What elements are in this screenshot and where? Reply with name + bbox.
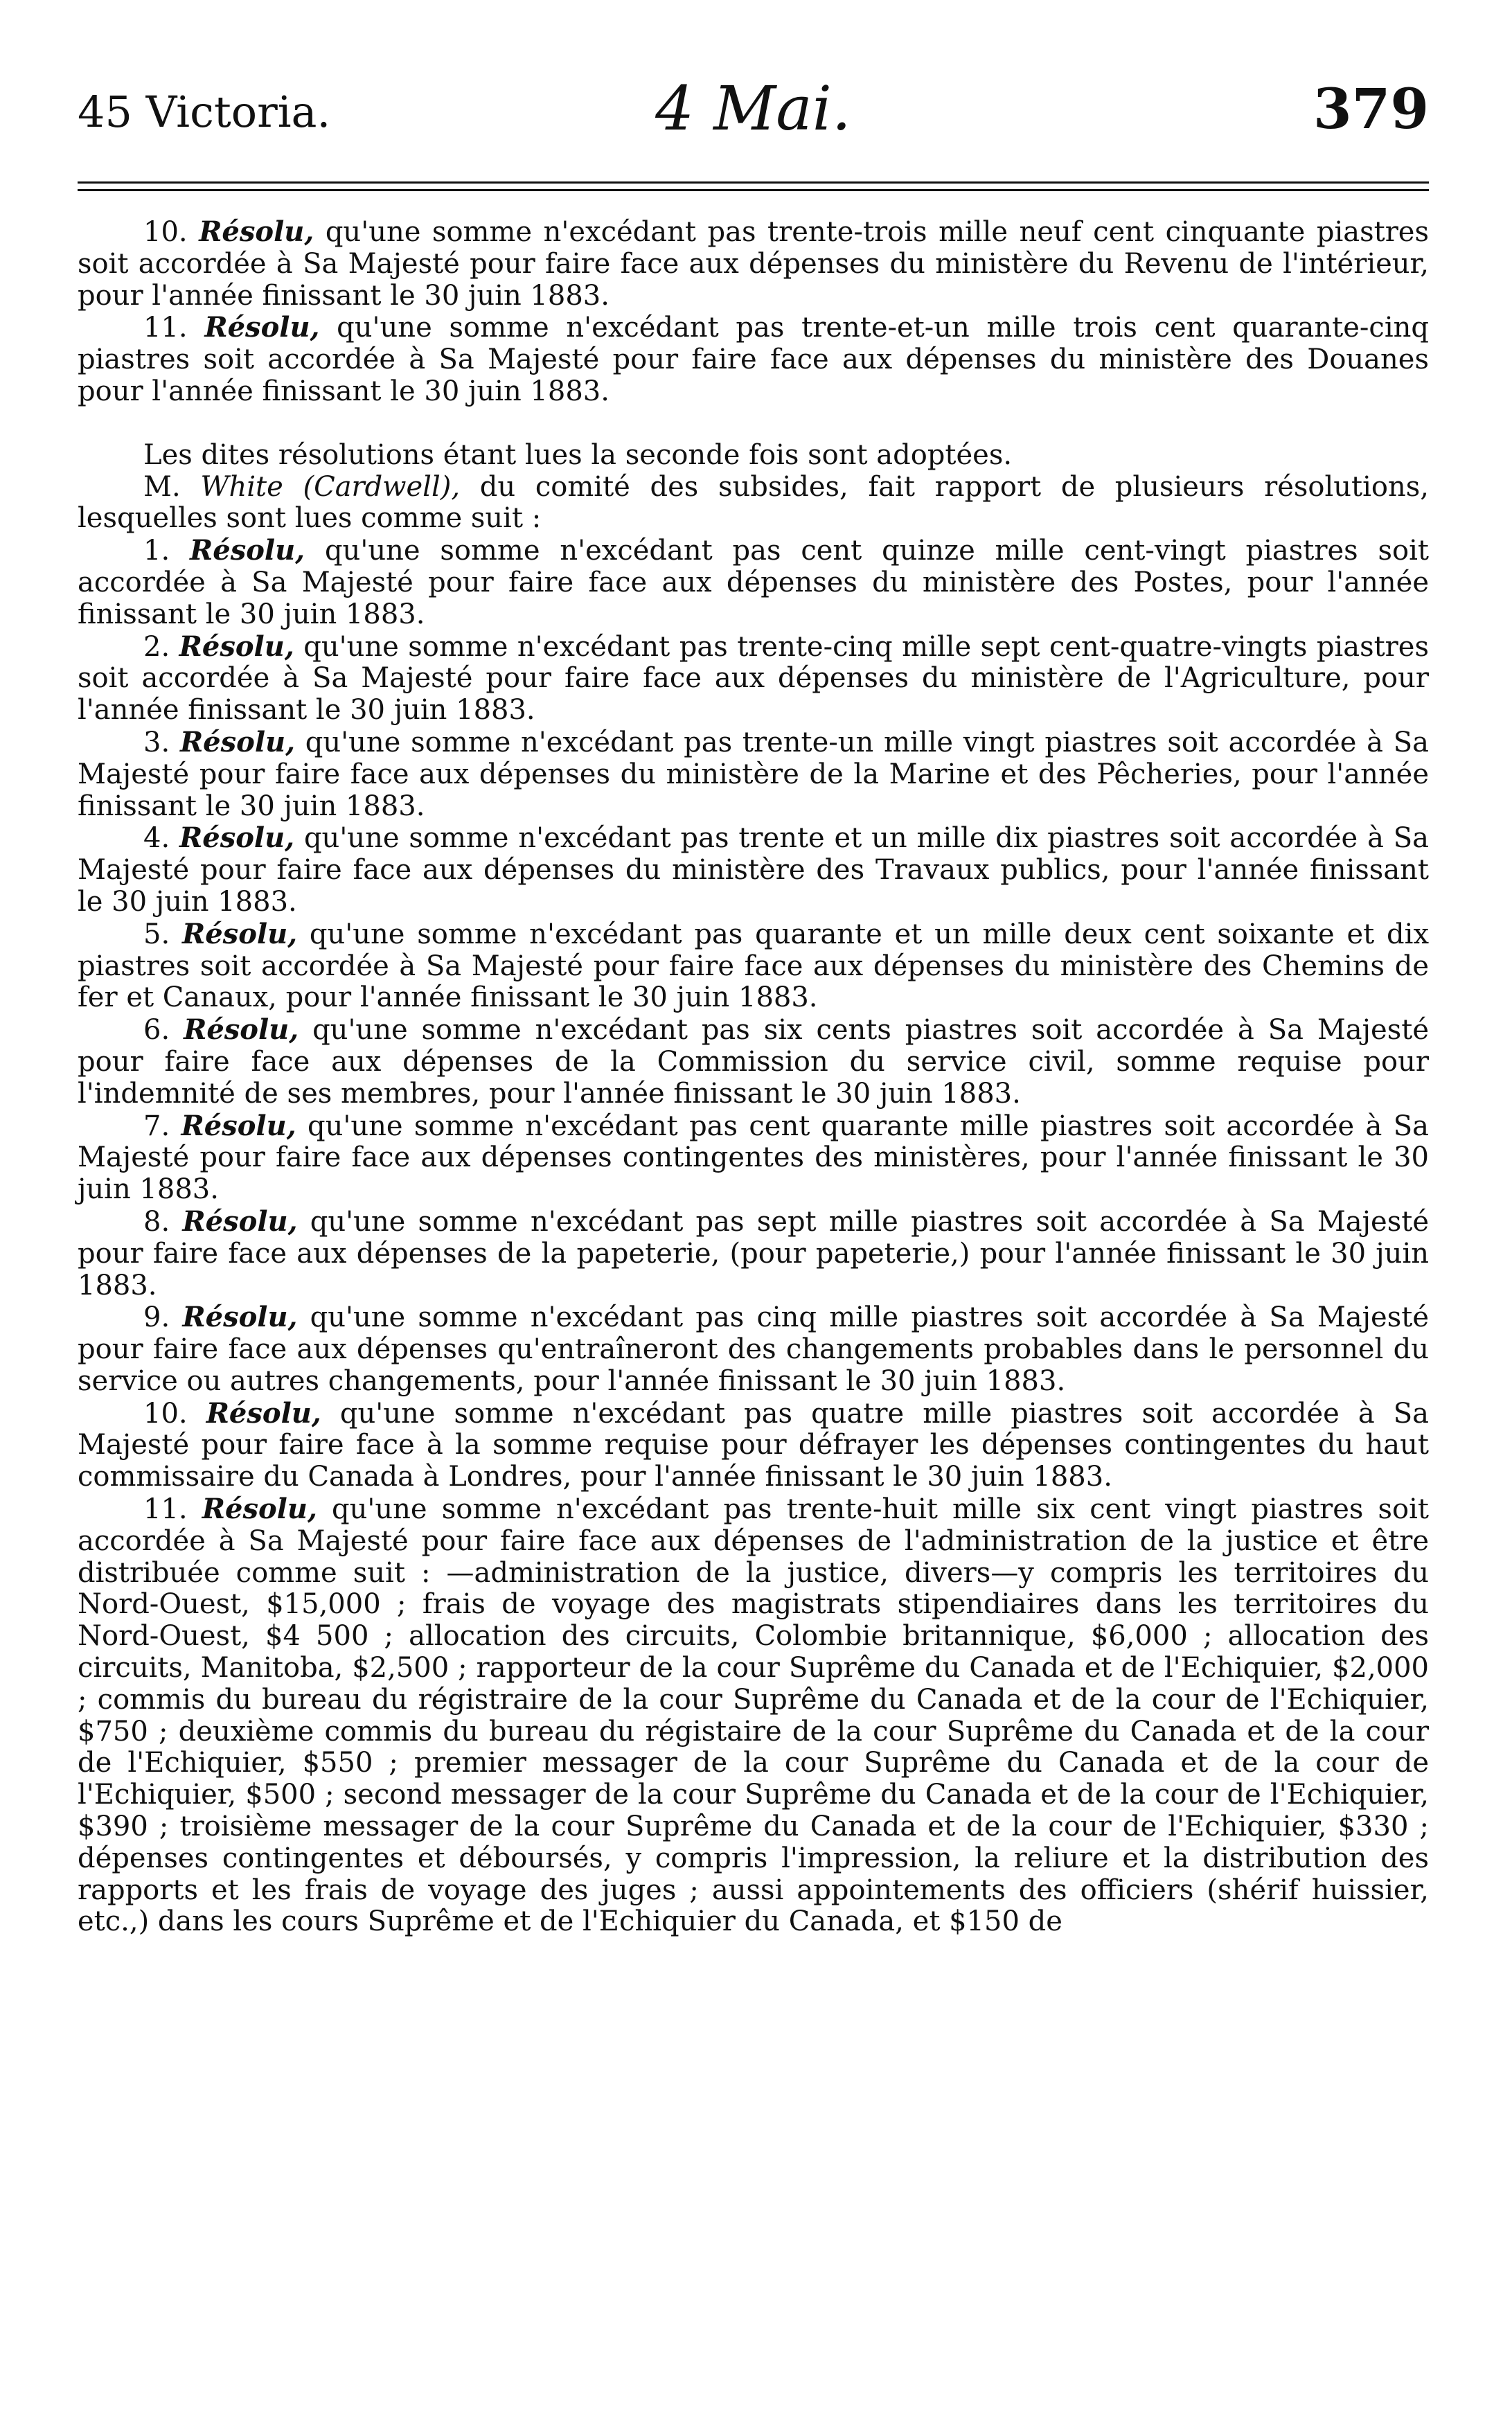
- paragraph: [78, 472, 1429, 535]
- paragraph-number: 6.: [143, 1014, 170, 1047]
- paragraph: [78, 1493, 1429, 1938]
- paragraph-number: 11.: [143, 312, 188, 344]
- resolu-word: Résolu,: [179, 725, 296, 758]
- paragraph: [78, 1398, 1429, 1493]
- paragraph: [78, 1014, 1429, 1110]
- paragraph-text: qu'une somme n'excédant pas six cents piastres soit accordée à Sa Majesté pour faire face aux dépenses de la Commission du service civil, somme requise pour l'indemnité de ses membres, pour l'année finissant le 30 juin 1883.: [78, 1014, 1430, 1110]
- resolu-word: Résolu,: [184, 1013, 299, 1047]
- paragraph-text: Les dites résolutions étant lues la seconde fois sont adoptées.: [143, 438, 1013, 471]
- member-name: White (Cardwell),: [200, 470, 461, 503]
- header-session: 45 Victoria.: [78, 87, 331, 137]
- paragraph-number: M.: [143, 470, 181, 503]
- header-rule-bottom: [78, 189, 1429, 191]
- page-number: 379: [1313, 76, 1429, 141]
- paragraph-text: qu'une somme n'excédant pas trente-cinq mille sept cent-quatre-vingts piastres soit accordée à Sa Majesté pour faire face aux dépenses du ministère de l'Agriculture, pour l'année finissant le 30 juin 1883.: [78, 630, 1429, 727]
- paragraph: [78, 535, 1429, 630]
- paragraph: [78, 631, 1429, 727]
- resolu-word: Résolu,: [181, 1109, 296, 1142]
- paragraph-text: qu'une somme n'excédant pas trente-et-un mille trois cent quarante-cinq piastres soit accordée à Sa Majesté pour faire face aux dépenses du ministère des Douanes pour l'année finissant le 30 juin 1883.: [78, 312, 1429, 407]
- paragraph-number: 1.: [143, 535, 170, 567]
- resolu-word: Résolu,: [199, 215, 314, 248]
- paragraph-number: 10.: [143, 1397, 188, 1430]
- page-header: [78, 73, 1429, 156]
- paragraph-number: 8.: [143, 1205, 170, 1238]
- document-body: [78, 216, 1429, 1938]
- resolu-word: Résolu,: [190, 534, 305, 567]
- paragraph: [78, 216, 1429, 312]
- paragraph: [78, 918, 1429, 1014]
- paragraph: [78, 822, 1429, 918]
- paragraph-number: 9.: [143, 1301, 170, 1334]
- resolu-word: Résolu,: [182, 1204, 298, 1238]
- paragraph-text: qu'une somme n'excédant pas trente-trois mille neuf cent cinquante piastres soit accordée à Sa Majesté pour faire face aux dépenses du ministère du Revenu de l'intérieur, pour l'année finissant le 30 juin 1883.: [78, 216, 1430, 312]
- paragraph-text: qu'une somme n'excédant pas cinq mille piastres soit accordée à Sa Majesté pour faire face aux dépenses qu'entraîneront des changements probables dans le personnel du service ou autres changements, pour l'année finissant le 30 juin 1883.: [78, 1301, 1430, 1397]
- paragraph-number: 11.: [143, 1493, 188, 1526]
- resolu-word: Résolu,: [202, 1493, 317, 1526]
- resolu-word: Résolu,: [182, 1301, 298, 1334]
- paragraph-text: qu'une somme n'excédant pas cent quinze mille cent-vingt piastres soit accordée à Sa Majesté pour faire face aux dépenses du ministère des Postes, pour l'année finissant le 30 juin 1883.: [78, 535, 1429, 630]
- paragraph-number: 2.: [143, 630, 170, 663]
- paragraph-text: qu'une somme n'excédant pas sept mille piastres soit accordée à Sa Majesté pour faire face aux dépenses de la papeterie, (pour papeterie,) pour l'année finissant le 30 juin 1883.: [78, 1205, 1430, 1301]
- paragraph: [78, 312, 1429, 407]
- paragraph-text: du comité des subsides, fait rapport de plusieurs résolutions, lesquelles sont lues comme suit :: [78, 470, 1429, 535]
- paragraph-number: 5.: [143, 918, 170, 950]
- paragraph-text: qu'une somme n'excédant pas trente-un mille vingt piastres soit accordée à Sa Majesté pour faire face aux dépenses du ministère de la Marine et des Pêcheries, pour l'année finissant le 30 juin 1883.: [78, 726, 1429, 822]
- paragraph-text: qu'une somme n'excédant pas cent quarante mille piastres soit accordée à Sa Majesté pour faire face aux dépenses contingentes des ministères, pour l'année finissant le 30 juin 1883.: [78, 1110, 1429, 1206]
- paragraph-text: qu'une somme n'excédant pas quarante et un mille deux cent soixante et dix piastres soit accordée à Sa Majesté pour faire face aux dépenses du ministère des Chemins de fer et Canaux, pour l'année finissant le 30 juin 1883.: [78, 918, 1430, 1014]
- paragraph-number: 4.: [143, 822, 170, 855]
- resolu-word: Résolu,: [204, 311, 320, 344]
- paragraph-number: 10.: [143, 216, 188, 248]
- paragraph-number: 3.: [143, 726, 170, 758]
- paragraph: [78, 1206, 1429, 1301]
- resolu-word: Résolu,: [206, 1396, 321, 1430]
- paragraph-text: qu'une somme n'excédant pas trente et un mille dix piastres soit accordée à Sa Majesté pour faire face aux dépenses du ministère des Travaux publics, pour l'année finissant le 30 juin 1883.: [78, 822, 1429, 918]
- header-rule-top: [78, 181, 1429, 184]
- resolu-word: Résolu,: [181, 917, 298, 950]
- paragraph-number: 7.: [143, 1110, 170, 1142]
- resolu-word: Résolu,: [179, 821, 295, 855]
- paragraph: [78, 440, 1429, 472]
- paragraph-text: qu'une somme n'excédant pas quatre mille piastres soit accordée à Sa Majesté pour faire face à la somme requise pour défrayer les dépenses contingentes du haut commissaire du Canada à Londres, pour l'année finissant le 30 juin 1883.: [78, 1397, 1429, 1493]
- header-date: 4 Mai.: [655, 73, 851, 144]
- paragraph: [78, 1301, 1429, 1397]
- paragraph-text: qu'une somme n'excédant pas trente-huit mille six cent vingt piastres soit accordée à Sa Majesté pour faire face aux dépenses de l'administration de la justice et être distribuée comme suit : —administration de la justice, divers—y compris les territoires du Nord-Ouest, $15,000 ; frais de voyage des magistrats stipendiaires dans les territoires du Nord-Ouest, $4 500 ; allocation des circuits, Colombie britannique, $6,000 ; allocation des circuits, Manitoba, $2,500 ; rapporteur de la cour Suprême du Canada et de l'Echiquier, $2,000 ; commis du bureau du régistraire de la cour Suprême du Canada et de la cour de l'Echiquier, $750 ; deuxième commis du bureau du régistaire de la cour Suprême du Canada et de la cour de l'Echiquier, $550 ; premier messager de la cour Suprême du Canada et de la cour de l'Echiquier, $500 ; second messager de la cour Suprême du Canada et de la cour de l'Echiquier, $390 ; troisième messager de la cour Suprême du Canada et de la cour de l'Echiquier, $330 ; dépenses contingentes et déboursés, y compris l'impression, la reliure et la distribution des rapports et les frais de voyage des juges ; aussi appointements des officiers (shérif huissier, etc.,) dans les cours Suprême et de l'Echiquier du Canada, et $150 de: [78, 1493, 1430, 1938]
- paragraph: [78, 727, 1429, 822]
- resolu-word: Résolu,: [179, 630, 294, 663]
- paragraph: [78, 1110, 1429, 1206]
